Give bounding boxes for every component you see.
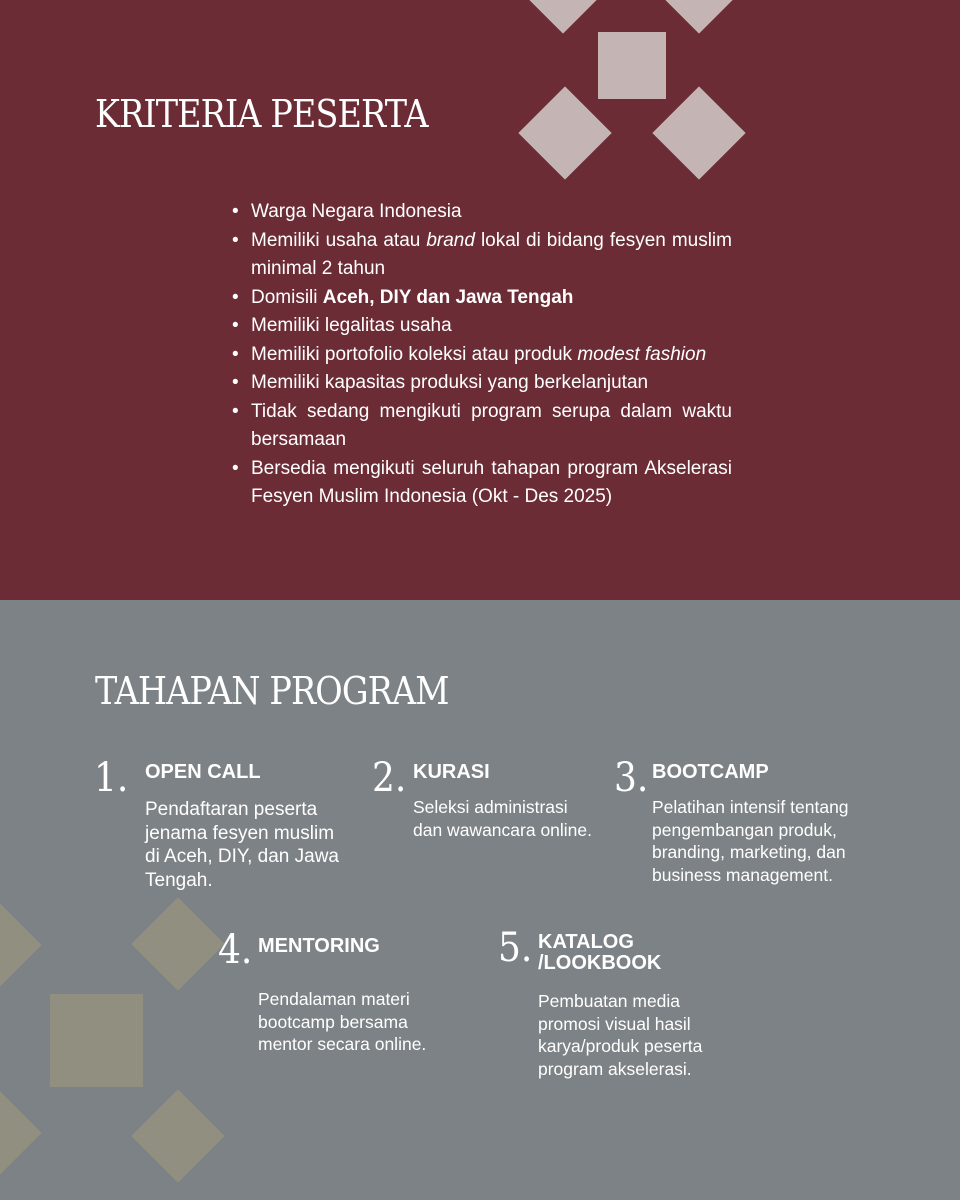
decor-diamond-shape [0, 898, 42, 991]
step-description: Pelatihan intensif tentang pengembangan produk, branding, marketing, dan business management. [652, 797, 849, 885]
step-description: Seleksi administrasi dan wawancara online. [413, 797, 593, 840]
criteria-item: • Bersedia mengikuti seluruh tahapan program Akselerasi Fesyen Muslim Indonesia (Okt - Des 2025) [230, 455, 732, 512]
step-number: 4. [218, 927, 253, 973]
program-step-open-call [94, 755, 354, 898]
program-step-mentoring [218, 927, 438, 1080]
program-section [0, 600, 960, 1200]
step-number: 3. [614, 755, 649, 801]
step-title: OPEN CALL [145, 761, 261, 783]
step-number: 5. [498, 925, 533, 971]
criteria-title: KRITERIA PESERTA [95, 92, 428, 136]
step-number: 2. [372, 755, 407, 801]
step-number: 1. [94, 755, 129, 801]
step-description: Pendalaman materi bootcamp bersama mentor secara online. [258, 989, 427, 1054]
criteria-item: • Memiliki usaha atau brand lokal di bidang fesyen muslim minimal 2 tahun [230, 227, 732, 284]
criteria-item: • Domisili Aceh, DIY dan Jawa Tengah [230, 284, 732, 313]
step-title: KURASI [413, 761, 490, 783]
step-description: Pendaftaran peserta jenama fesyen muslim di Aceh, DIY, dan Jawa Tengah. [145, 799, 339, 891]
decor-diamond-shape [131, 1089, 224, 1182]
program-step-bootcamp [614, 755, 884, 918]
step-description: Pembuatan media promosi visual hasil karya/produk peserta program akselerasi. [538, 991, 703, 1079]
decor-diamond-shape [0, 1086, 42, 1179]
step-title: KATALOG /LOOKBOOK [538, 931, 662, 974]
decor-square-shape [50, 994, 143, 1087]
program-step-kurasi [372, 755, 602, 878]
decor-diamond-shape [652, 86, 745, 179]
step-title: BOOTCAMP [652, 761, 769, 783]
criteria-list [230, 198, 732, 512]
criteria-item: • Tidak sedang mengikuti program serupa dalam waktu bersamaan [230, 398, 732, 455]
criteria-item: • Memiliki kapasitas produksi yang berkelanjutan [230, 369, 732, 398]
program-step-katalog [498, 925, 758, 1088]
decor-diamond-shape [516, 0, 609, 34]
decor-diamond-shape [131, 897, 224, 990]
criteria-item: • Memiliki portofolio koleksi atau produk modest fashion [230, 341, 732, 370]
criteria-item: • Memiliki legalitas usaha [230, 312, 732, 341]
step-title: MENTORING [258, 935, 380, 957]
program-title: TAHAPAN PROGRAM [95, 669, 449, 713]
decor-diamond-shape [518, 86, 611, 179]
criteria-item: • Warga Negara Indonesia [230, 198, 732, 227]
decor-square-shape [598, 32, 666, 99]
decor-diamond-shape [652, 0, 745, 34]
